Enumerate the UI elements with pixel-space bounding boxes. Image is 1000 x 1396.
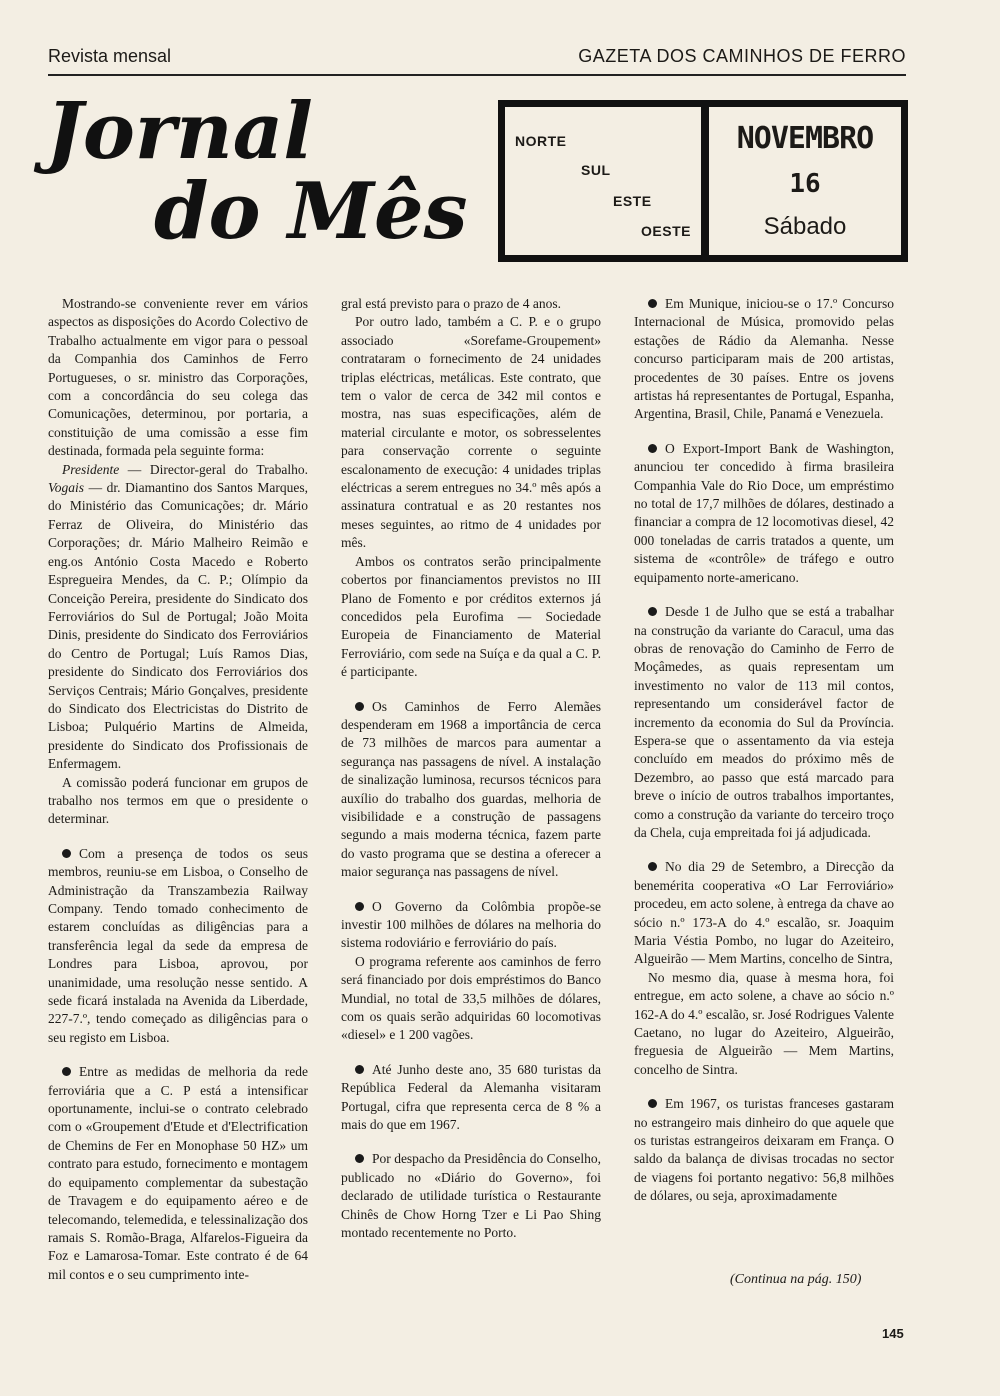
title-line-1: Jornal [46, 86, 313, 177]
title-line-2: do Mês [154, 166, 468, 257]
committee-text-1: — Director-geral do Trabalho. [119, 461, 308, 477]
article-column-1 [48, 295, 308, 1284]
news-text: Por despacho da Presidência do Conselho, publicado no «Diário do Governo», foi declarado de utilidade turística o Restaurante Chinês de Chow Horng Tzer e Li Pao Shing montado recentemente no Porto. [341, 1151, 601, 1241]
date-box-divider [701, 100, 709, 262]
news-item [634, 440, 894, 587]
role-vogais: Vogais [48, 480, 85, 496]
role-presidente: Presidente [62, 461, 120, 477]
paragraph: No mesmo dia, quase à mesma hora, foi entregue, em acto solene, a chave ao sócio n.º 162-A do 4.º escalão, sr. José Rodrigues Valente Caetano, no lugar do Azeiteiro, Algueirão, freguesia de Algueirão — Mem Martins, concelho de Sintra. [634, 969, 894, 1077]
date-day: 16 [789, 169, 821, 199]
news-text: O Governo da Colômbia propõe-se investir 100 milhões de dólares na melhoria do sistema rodoviário e ferroviário do país. [341, 898, 601, 951]
paragraph: Mostrando-se conveniente rever em vários aspectos as disposições do Acordo Colectivo de Trabalho actualmente em vigor para o pessoal da Companhia dos Caminhos de Ferro Portugueses, o sr. ministro das Corporações, com a concordância do seu colega das Comunicações, determinou, por portaria, a constituição de uma comissão a esse fim destinada, formada pela seguinte forma: [48, 296, 308, 459]
news-item [341, 1061, 601, 1135]
news-item [341, 898, 601, 953]
paragraph: Por outro lado, também a C. P. e o grupo associado «Sorefame-Groupement» contrataram o fornecimento de 24 unidades triplas eléctricas, metálicas. Este contrato, que tem o valor de cerca de 342 mil contos e mostra, nas suas especificações, além de material circulante e motor, os sobresselentes para conservação corrente o seguinte escalonamento de execução: 4 unidades triplas eléctricas a serem entregues no 34.º mês após a assinatura contratual e as 20 restantes nos meses seguintes, ao ritmo de 4 unidades por mês. [341, 314, 601, 551]
running-header [48, 44, 906, 76]
header-publication-frequency: Revista mensal [48, 46, 172, 66]
direction-este: ESTE [613, 193, 652, 209]
bullet-icon [62, 1067, 71, 1076]
article-column-3 [634, 295, 894, 1206]
header-magazine-title: GAZETA DOS CAMINHOS DE FERRO [578, 46, 906, 66]
bullet-icon [648, 607, 657, 616]
date-box [498, 100, 908, 262]
bullet-icon [355, 1154, 364, 1163]
news-text: O Export-Import Bank de Washington, anunciou ter concedido à firma brasileira Companhia Vale do Rio Doce, um empréstimo no total de 17,7 milhões de dólares, destinado a financiar a compra de 12 locomotivas diesel, 42 000 toneladas de carris tratados a quente, um sistema de «contrôle» de tráfego e outro equipamento norte-americano. [634, 440, 894, 585]
bullet-icon [355, 1065, 364, 1074]
committee-text-2: — dr. Diamantino dos Santos Marques, do Ministério das Comunicações; dr. Mário Ferraz de Oliveira, do Ministério das Corporações; dr. Mário Malheiro Reimão e eng.os António Costa Macedo e Roberto Espregueira Mendes, da C. P.; Olímpio da Conceição Pereira, presidente do Sindicato dos Ferroviários do Sul de Portugal; João Moita Dinis, presidente do Sindicato dos Ferroviários do Centro de Portugal; Luís Ramos Dias, presidente do Sindicato dos Ferroviários dos Serviços Centrais; Mário Gonçalves, presidente do Sindicato dos Electricistas do Distrito de Lisboa; Pulquério Martins de Almeida, presidente do Sindicato dos Profissionais de Enfermagem. [48, 480, 308, 772]
news-text: No dia 29 de Setembro, a Direcção da benemérita cooperativa «O Lar Ferroviário» procedeu, em acto solene, à entrega da chave ao sócio n.º 173-A do 4.º escalão, sr. Joaquim Maria Véstia Pombo, no lugar do Azeiteiro, Algueirão — Mem Martins, concelho de Sintra, [634, 859, 894, 967]
bullet-icon [648, 299, 657, 308]
news-text: Com a presença de todos os seus membros, reuniu-se em Lisboa, o Conselho de Administração da Transzambezia Railway Company. Tendo tomado conhecimento de estarem concluídas as diligências para a transferência legal da sede da empresa de Londres para Lisboa, aprovou, por unanimidade, uma resolução nesse sentido. A sede ficará instalada na Avenida da Liberdade, 227-7.º, tendo começado as diligências para o seu registo em Lisboa. [48, 845, 308, 1045]
page-number: 145 [882, 1326, 904, 1341]
news-text: Em 1967, os turistas franceses gastaram no estrangeiro mais dinheiro do que aquele que os turistas estrangeiros deixaram em França. O saldo da balança de divisas trocadas no sector de viagens foi portanto negativo: 56,8 milhões de dólares, ou seja, aproximadamente [634, 1096, 894, 1204]
paragraph-committee [48, 461, 308, 774]
direction-oeste: OESTE [641, 223, 691, 239]
news-text: Desde 1 de Julho que se está a trabalhar na construção da variante do Caracul, uma das obras de renovação do Caminho de Ferro de Moçâmedes, as quais representam um investimento no valor de 113 mil contos, representando um considerável factor de incremento da economia do Sul da Província. Espera-se que o assentamento da via esteja concluído em meados do próximo mês de Dezembro, ao passo que está marcado para breve o início de outros trabalhos importantes, como a construção da variante do terceiro troço da Chela, cuja empreitada foi já adjudicada. [634, 604, 894, 840]
bullet-icon [355, 902, 364, 911]
news-text: Entre as medidas de melhoria da rede ferroviária que a C. P está a intensificar oportunamente, inclui-se o contrato celebrado com o «Groupement d'Etude et d'Electrification de Chemins de Fer en Monophase 50 HZ» um contrato para estudo, fornecimento e montagem do equipamento complementar da subestação de Travagem e do equipamento aéreo e de telecomando, telemedida, e telessinalização dos ramais S. Romão-Braga, Alfarelos-Figueira da Foz e Lamarosa-Tomar. Este contrato é de 64 mil contos e o seu cumprimento inte- [48, 1064, 308, 1282]
news-item [48, 845, 308, 1047]
paragraph: O programa referente aos caminhos de ferro será financiado por dois empréstimos do Banco Mundial, no total de 33,5 milhões de dólares, com os quais serão adquiridas 60 locomotivas «diesel» e 1 200 vagões. [341, 953, 601, 1043]
paragraph-continuation: gral está previsto para o prazo de 4 anos. [341, 296, 562, 311]
continued-on-note: (Continua na pág. 150) [730, 1272, 862, 1287]
paragraph: A comissão poderá funcionar em grupos de trabalho nos termos em que o presidente o determinar. [48, 774, 308, 827]
news-item [341, 1150, 601, 1242]
bullet-icon [648, 444, 657, 453]
date-weekday: Sábado [763, 213, 847, 240]
bullet-icon [648, 862, 657, 871]
news-text: Até Junho deste ano, 35 680 turistas da República Federal da Alemanha visitaram Portugal, cifra que representa cerca de 8 % a mais do que em 1967. [341, 1061, 601, 1133]
direction-norte: NORTE [515, 133, 567, 149]
news-item [341, 698, 601, 882]
bullet-icon [62, 849, 71, 858]
bullet-icon [648, 1099, 657, 1108]
news-item [634, 858, 894, 968]
news-item [634, 1095, 894, 1205]
article-column-2 [341, 295, 601, 1243]
section-title [46, 86, 486, 262]
news-text: Os Caminhos de Ferro Alemães despenderam em 1968 a importância de cerca de 73 milhões de marcos para aumentar a segurança nas passagens de nível. A instalação de sinalização luminosa, recursos técnicos para auxílio do trabalho dos guardas, melhoria de visibilidade e a construção de passagens segundo a mais moderna técnica, fazem parte do vasto programa que se destina a oferecer a maior segurança nas passagens de nível. [341, 698, 601, 880]
news-item [48, 1063, 308, 1284]
paragraph: Ambos os contratos serão principalmente cobertos por financiamentos previstos no III Plano de Fomento e por créditos externos já concedidos pela Eurofima — Sociedade Europeia de Financiamento de Material Ferroviário, com sede na Suíça e da qual a C. P. é participante. [341, 553, 601, 680]
news-item [634, 295, 894, 424]
direction-sul: SUL [581, 162, 611, 178]
news-text: Em Munique, iniciou-se o 17.º Concurso Internacional de Música, promovido pelas estações de Rádio da Alemanha. Nesse concurso participaram mais de 200 artistas, procedentes de 30 países. Entre os jovens artistas há representantes de Portugal, Espanha, Argentina, Brasil, Chile, Panamá e Venezuela. [634, 296, 894, 422]
bullet-icon [355, 702, 364, 711]
news-item [634, 603, 894, 842]
date-month: NOVEMBRO [736, 121, 874, 156]
